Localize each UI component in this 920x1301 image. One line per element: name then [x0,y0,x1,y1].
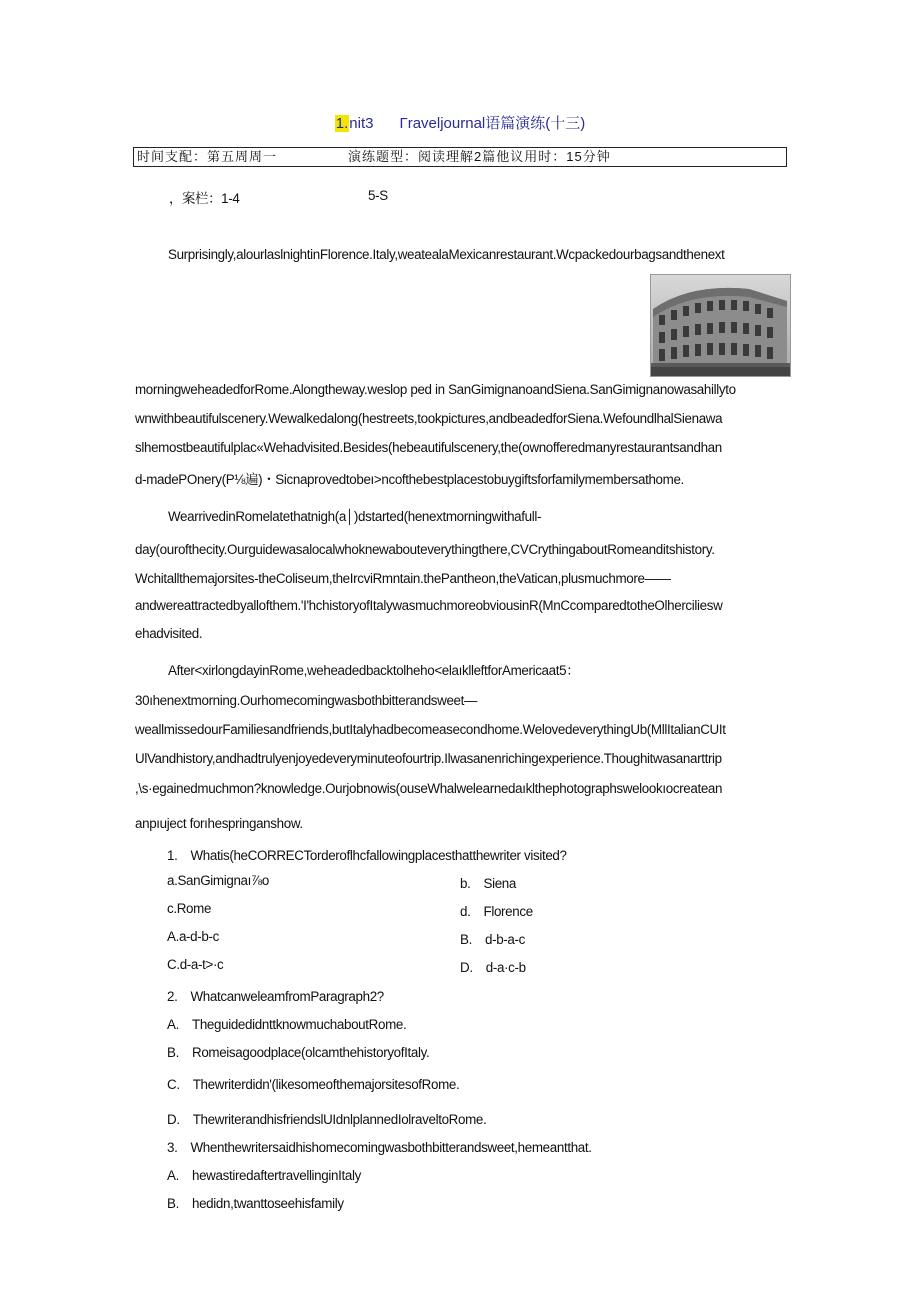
q1-option-c: C.d-a-t>·c [167,957,224,972]
passage-line: 30ıhenextmorning.Ourhomecomingwasbothbitterandsweet— [135,693,478,708]
q3-option-a: A. hewastiredaftertravellinginItaly [167,1168,361,1183]
question-2-stem: 2. WhatcanweleamfromParagraph2? [167,989,384,1004]
passage-line: ehadvisited. [135,626,203,641]
question-3-stem: 3. Whenthewritersaidhishomecomingwasbothbitterandsweet,hemeantthat. [167,1140,592,1155]
info-box [133,147,787,167]
passage-line: day(ourofthecity.Ourguidewasalocalwhoknewabouteverythingthere,CVCrythingaboutRomeanditshistory. [135,542,715,557]
passage-line: Wchitallthemajorsites-theColiseum,theIrcviRmntain.thePantheon,theVatican,plusmuchmore—— [135,571,671,586]
passage-line: anpıuject forıhespringanshow. [135,816,303,831]
colosseum-photo [650,274,791,377]
info-type: 演练题型：阅读理解2篇他议用时：15分钟 [348,149,611,164]
passage-line: weallmissedourFamiliesandfriends,butItalyhadbecomeasecondhome.WelovedeverythingUb(MllItalianCUIt [135,722,726,737]
q2-option-b: B. Romeisagoodplace(olcamthehistoryofItaly. [167,1045,430,1060]
passage-line: ,\s·egainedmuchmon?knowledge.Ourjobnowis(ouseWhalwelearnedaıklthephotographswelookıocreatean [135,781,723,796]
passage-line: andwereattractedbyallofthem.'I'hchistoryofItalywasmuchmoreobviousinR(MnCcomparedtotheOlherciliesw [135,598,723,613]
q1-place-c: c.Rome [167,901,212,916]
title-text: Γraveljournal语篇演练(十三) [399,115,586,132]
passage-line: UlVandhistory,andhadtrulyenjoyedeveryminuteofourtrip.Ilwasanenrichingexperience.Thoughitwasanarttrip [135,751,722,766]
q1-place-d: d. Florence [460,904,533,919]
q1-option-a: A.a-d-b-c [167,929,219,944]
q1-place-a: a.SanGimignaı⅞o [167,873,269,888]
passage-line: After<xirlongdayinRome,weheadedbacktolheho<elaıklleftforAmericaat5： [168,663,580,678]
page-title [0,112,920,133]
answer-right: 5-S [368,188,388,203]
passage-line: WearrivedinRomelatethatnigh(a│)dstarted(henextmorningwithafull- [168,509,542,524]
q2-option-d: D. ThewriterandhisfriendslUIdnlplannedIolraveltoRome. [167,1112,487,1127]
question-1-stem: 1. Whatis(heCORRECTorderoflhcfallowingplacesthatthewriter visited? [167,848,567,863]
q3-option-b: B. hedidn,twanttoseehisfamily [167,1196,344,1211]
q2-option-a: A. TheguidedidnttknowmuchaboutRome. [167,1017,407,1032]
passage-line: wnwithbeautifulscenery.Wewalkedalong(hestreets,tookpictures,andbeadedforSiena.WefoundlhalSienawa [135,411,723,426]
passage-line: d-madePOnery(P⅛遍)・Sicnaprovedtobeı>ncofthebestplacestobuygiftsforfamilymembersathome. [135,472,684,487]
answer-label: ，案栏：1-4 [169,191,240,206]
passage-line: morningweheadedforRome.Alongtheway.weslop ped in SanGimignanoandSiena.SanGimignanowasahillyto [135,382,736,397]
info-time: 时间支配：第五周周一 [137,149,278,164]
q1-place-b: b. Siena [460,876,517,891]
q1-option-b: B. d-b-a-c [460,932,525,947]
title-highlight: 1. [335,115,349,132]
q1-option-d: D. d-a·c-b [460,960,526,975]
title-unit: nit3 [349,115,374,132]
q2-option-c: C. Thewriterdidn'(likesomeofthemajorsitesofRome. [167,1077,460,1092]
passage-line: Surprisingly,alourlaslnightinFlorence.Italy,weatealaMexicanrestaurant.Wcpackedourbagsandthenext [168,247,725,262]
colosseum-icon [651,275,791,377]
passage-line: slhemostbeautifulplac«Wehadvisited.Besides(hebeautifulscenery,the(ownofferedmanyrestaurantsandhan [135,440,722,455]
